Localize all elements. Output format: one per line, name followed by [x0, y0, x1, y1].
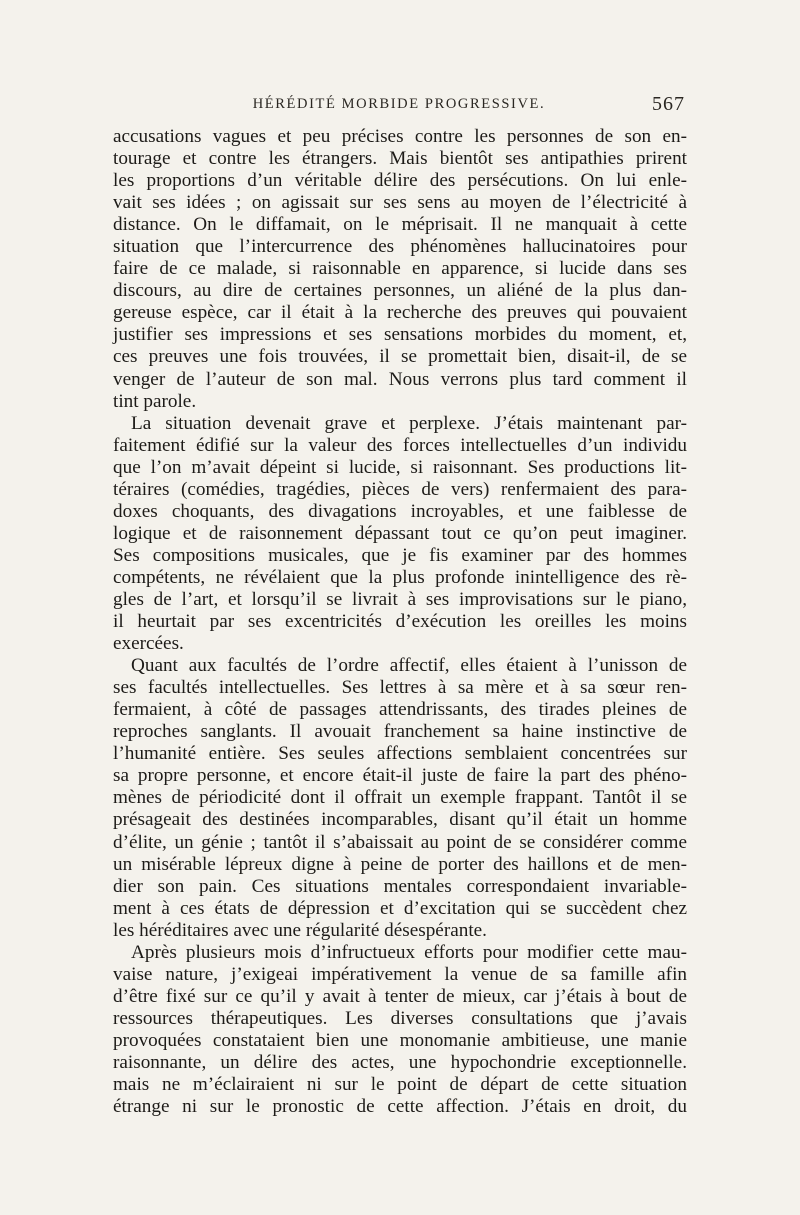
text-line: téraires (comédies, tragédies, pièces de vers) renfermaient des para- [113, 478, 687, 500]
text-line: d’être fixé sur ce qu’il y avait à tenter de mieux, car j’étais à bout de [113, 985, 687, 1007]
page-number: 567 [652, 93, 685, 115]
text-line: mais ne m’éclairaient ni sur le point de départ de cette situation [113, 1074, 687, 1096]
text-line: provoquées constataient bien une monomanie ambitieuse, une manie [113, 1029, 687, 1051]
text-line: discours, au dire de certaines personnes, un aliéné de la plus dan- [113, 280, 687, 302]
text-line: fermaient, à côté de passages attendrissants, des tirades pleines de [113, 699, 687, 721]
text-line: vaise nature, j’exigeai impérativement la venue de sa famille afin [113, 963, 687, 985]
text-line: justifier ses impressions et ses sensations morbides du moment, et, [113, 324, 687, 346]
text-line: La situation devenait grave et perplexe. J’étais maintenant par- [131, 412, 687, 434]
text-line: sa propre personne, et encore était-il juste de faire la part des phéno- [113, 765, 687, 787]
text-line: un misérable lépreux digne à peine de porter des haillons et de men- [113, 853, 687, 875]
text-line: gles de l’art, et lorsqu’il se livrait à ses improvisations sur le piano, [113, 588, 687, 610]
text-line: tourage et contre les étrangers. Mais bientôt ses antipathies prirent [113, 148, 687, 170]
text-line: raisonnante, un délire des actes, une hypochondrie exceptionnelle. [113, 1051, 687, 1073]
text-line: Quant aux facultés de l’ordre affectif, elles étaient à l’unisson de [131, 655, 687, 677]
text-line: Après plusieurs mois d’infructueux efforts pour modifier cette mau- [131, 941, 687, 963]
text-line: reproches sanglants. Il avouait franchement sa haine instinctive de [113, 721, 687, 743]
text-line: logique et de raisonnement dépassant tout ce qu’on peut imaginer. [113, 522, 687, 544]
text-line: présageait des destinées incomparables, disant qu’il était un homme [113, 809, 687, 831]
text-line: faitement édifié sur la valeur des forces intellectuelles d’un individu [113, 434, 687, 456]
text-line: accusations vagues et peu précises contre les personnes de son en- [113, 126, 687, 147]
text-line: mènes de périodicité dont il offrait un exemple frappant. Tantôt il se [113, 787, 687, 809]
text-line: les proportions d’un véritable délire des persécutions. On lui enle- [113, 170, 687, 192]
text-line: vait ses idées ; on agissait sur ses sens au moyen de l’électricité à [113, 192, 687, 214]
text-line: ses facultés intellectuelles. Ses lettres à sa mère et à sa sœur ren- [113, 677, 687, 699]
text-line: Ses compositions musicales, que je fis examiner par des hommes [113, 544, 687, 566]
text-line: venger de l’auteur de son mal. Nous verrons plus tard comment il [113, 368, 687, 390]
text-line: les héréditaires avec une régularité désespérante. [113, 919, 487, 941]
text-line: exercées. [113, 633, 184, 655]
text-line: compétents, ne révélaient que la plus profonde inintelligence des rè- [113, 566, 687, 588]
text-line: l’humanité entière. Ses seules affections semblaient concentrées sur [113, 743, 687, 765]
text-line: gereuse espèce, car il était à la recherche des preuves qui pouvaient [113, 302, 687, 324]
body-text [113, 126, 687, 1118]
paragraph [113, 942, 687, 1118]
text-line: d’élite, un génie ; tantôt il s’abaissait au point de se considérer comme [113, 831, 687, 853]
text-line: distance. On le diffamait, on le méprisait. Il ne manquait à cette [113, 214, 687, 236]
text-line: dier son pain. Ces situations mentales correspondaient invariable- [113, 875, 687, 897]
text-line: faire de ce malade, si raisonnable en apparence, si lucide dans ses [113, 258, 687, 280]
text-line: situation que l’intercurrence des phénomènes hallucinatoires pour [113, 236, 687, 258]
text-line: étrange ni sur le pronostic de cette affection. J’étais en droit, du [113, 1096, 687, 1118]
running-head [113, 93, 685, 122]
text-line: tint parole. [113, 390, 197, 412]
paragraph [113, 655, 687, 942]
paragraph [113, 126, 687, 413]
running-title: HÉRÉDITÉ MORBIDE PROGRESSIVE. [252, 96, 546, 112]
text-line: il heurtait par ses excentricités d’exécution les oreilles les moins [113, 611, 687, 633]
text-line: ment à ces états de dépression et d’excitation qui se succèdent chez [113, 897, 687, 919]
text-line: doxes choquants, des divagations incroyables, et une faiblesse de [113, 500, 687, 522]
paragraph [113, 413, 687, 656]
text-line: ces preuves une fois trouvées, il se promettait bien, disait-il, de se [113, 346, 687, 368]
text-line: que l’on m’avait dépeint si lucide, si raisonnant. Ses productions lit- [113, 456, 687, 478]
text-line: ressources thérapeutiques. Les diverses consultations que j’avais [113, 1007, 687, 1029]
